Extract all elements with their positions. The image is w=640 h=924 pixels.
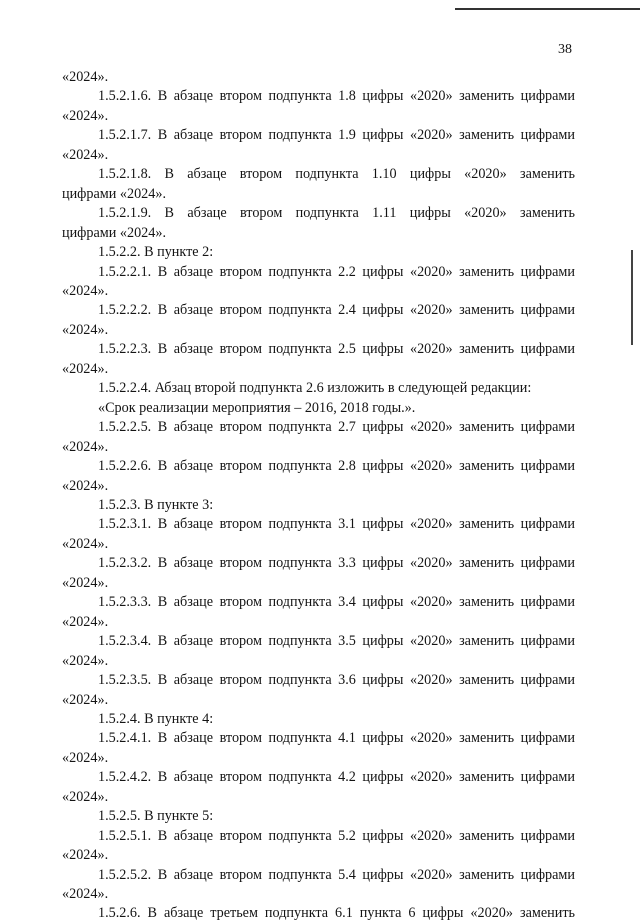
paragraph-line: 1.5.2.2.6. В абзаце втором подпункта 2.8 цифры «2020» заменить цифрами <box>98 458 575 475</box>
continuation-line: «2024». <box>62 477 109 494</box>
paragraph-line: 1.5.2.1.7. В абзаце втором подпункта 1.9 цифры «2020» заменить цифрами <box>98 127 575 144</box>
continuation-line: «2024». <box>62 107 109 124</box>
heading-line: 1.5.2.4. В пункте 4: <box>98 710 214 727</box>
continuation-line: «2024». <box>62 788 109 805</box>
paragraph-line: 1.5.2.3.1. В абзаце втором подпункта 3.1 цифры «2020» заменить цифрами <box>98 516 575 533</box>
paragraph-line: 1.5.2.3.2. В абзаце втором подпункта 3.3 цифры «2020» заменить цифрами <box>98 555 575 572</box>
continuation-line: «2024». <box>62 691 109 708</box>
page-number: 38 <box>558 42 572 57</box>
paragraph-line: 1.5.2.5.1. В абзаце втором подпункта 5.2 цифры «2020» заменить цифрами <box>98 827 575 844</box>
paragraph-line: 1.5.2.3.4. В абзаце втором подпункта 3.5 цифры «2020» заменить цифрами <box>98 633 575 650</box>
paragraph-line: 1.5.2.2.5. В абзаце втором подпункта 2.7 цифры «2020» заменить цифрами <box>98 419 575 436</box>
continuation-line: «2024». <box>62 613 109 630</box>
continuation-line: цифрами «2024». <box>62 224 166 241</box>
heading-line: 1.5.2.5. В пункте 5: <box>98 808 214 825</box>
continuation-line: цифрами «2024». <box>62 185 166 202</box>
paragraph-line: 1.5.2.4.1. В абзаце втором подпункта 4.1 цифры «2020» заменить цифрами <box>98 730 575 747</box>
continuation-line: «2024». <box>62 847 109 864</box>
continuation-line: «2024». <box>62 574 109 591</box>
paragraph-line: 1.5.2.6. В абзаце третьем подпункта 6.1 пункта 6 цифры «2020» заменить <box>98 905 575 922</box>
paragraph-line: 1.5.2.2.1. В абзаце втором подпункта 2.2 цифры «2020» заменить цифрами <box>98 263 575 280</box>
continuation-line: «2024». <box>62 438 109 455</box>
paragraph-line: 1.5.2.2.2. В абзаце втором подпункта 2.4 цифры «2020» заменить цифрами <box>98 302 575 319</box>
document-body <box>62 68 575 924</box>
continuation-line: «2024». <box>62 146 109 163</box>
paragraph-line: 1.5.2.1.9. В абзаце втором подпункта 1.11 цифры «2020» заменить <box>98 205 575 222</box>
side-edge-rule <box>631 250 633 345</box>
heading-line: 1.5.2.2. В пункте 2: <box>98 244 214 261</box>
heading-line: 1.5.2.2.4. Абзац второй подпункта 2.6 изложить в следующей редакции: <box>98 380 532 397</box>
continuation-line: «2024». <box>62 360 109 377</box>
heading-line: «Срок реализации мероприятия – 2016, 2018 годы.». <box>98 399 416 416</box>
paragraph-line: 1.5.2.1.8. В абзаце втором подпункта 1.10 цифры «2020» заменить <box>98 166 575 183</box>
paragraph-line: 1.5.2.3.5. В абзаце втором подпункта 3.6 цифры «2020» заменить цифрами <box>98 672 575 689</box>
continuation-line: «2024». <box>62 321 109 338</box>
continuation-line: «2024». <box>62 282 109 299</box>
continuation-line: «2024». <box>62 749 109 766</box>
paragraph-line: 1.5.2.1.6. В абзаце втором подпункта 1.8 цифры «2020» заменить цифрами <box>98 88 575 105</box>
continuation-line: «2024». <box>62 535 109 552</box>
continuation-line: «2024». <box>62 652 109 669</box>
heading-line: 1.5.2.3. В пункте 3: <box>98 496 214 513</box>
paragraph-line: 1.5.2.2.3. В абзаце втором подпункта 2.5 цифры «2020» заменить цифрами <box>98 341 575 358</box>
continuation-line: «2024». <box>62 69 109 85</box>
paragraph-line: 1.5.2.3.3. В абзаце втором подпункта 3.4 цифры «2020» заменить цифрами <box>98 594 575 611</box>
paragraph-line: 1.5.2.4.2. В абзаце втором подпункта 4.2 цифры «2020» заменить цифрами <box>98 769 575 786</box>
continuation-line: «2024». <box>62 886 109 903</box>
paragraph-line: 1.5.2.5.2. В абзаце втором подпункта 5.4 цифры «2020» заменить цифрами <box>98 866 575 883</box>
top-edge-rule <box>455 8 640 10</box>
